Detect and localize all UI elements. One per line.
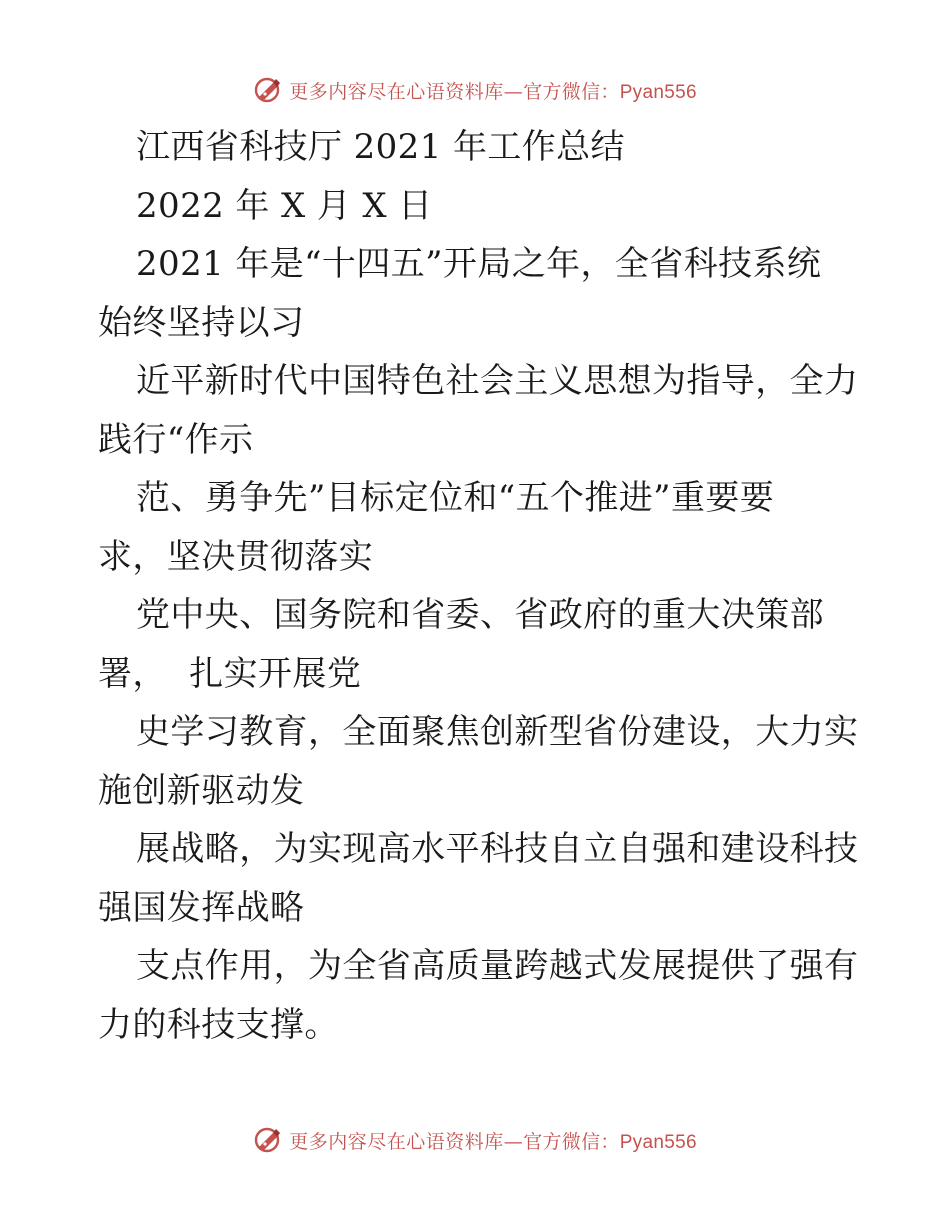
watermark-wechat-text: 官方微信：Pyan556: [523, 81, 697, 103]
body-line: 展战略，为实现高水平科技自立自强和建设科技: [136, 829, 859, 869]
header-watermark-banner: [0, 70, 950, 110]
footer-watermark: [253, 1125, 697, 1155]
body-line: 始终坚持以习: [98, 302, 305, 343]
watermark-wechat-text: 官方微信：Pyan556: [523, 1131, 697, 1153]
footer-watermark-banner: [0, 1120, 950, 1160]
watermark-text: [289, 1127, 697, 1154]
body-line: 求，坚决贯彻落实: [98, 536, 374, 577]
pen-nib-logo-icon: [253, 75, 283, 105]
body-line: 施创新驱动发: [98, 770, 305, 811]
watermark-main-text: 更多内容尽在心语资料库: [289, 80, 504, 103]
watermark-separator: —: [503, 1130, 524, 1153]
body-line: 史学习教育，全面聚焦创新型省份建设，大力实: [136, 712, 859, 752]
pen-nib-logo-icon: [253, 1125, 283, 1155]
body-line: 范、勇争先”目标定位和“五个推进”重要要: [136, 478, 775, 518]
body-line: 2021 年是“十四五”开局之年，全省科技系统: [136, 244, 822, 284]
body-line: 践行“作示: [98, 419, 254, 460]
body-line: 支点作用，为全省高质量跨越式发展提供了强有: [136, 946, 859, 986]
document-body: [98, 118, 858, 1054]
body-line: 力的科技支撑。: [98, 1004, 339, 1045]
header-watermark: [253, 75, 697, 105]
document-date: 2022 年 X 月 X 日: [136, 185, 433, 226]
watermark-text: [289, 77, 697, 104]
body-line: 强国发挥战略: [98, 887, 305, 928]
watermark-main-text: 更多内容尽在心语资料库: [289, 1130, 504, 1153]
watermark-separator: —: [503, 80, 524, 103]
body-line: 署， 扎实开展党: [98, 653, 362, 694]
document-title: 江西省科技厅 2021 年工作总结: [136, 127, 625, 167]
body-line: 近平新时代中国特色社会主义思想为指导，全力: [136, 361, 859, 401]
body-line: 党中央、国务院和省委、省政府的重大决策部: [136, 595, 824, 635]
